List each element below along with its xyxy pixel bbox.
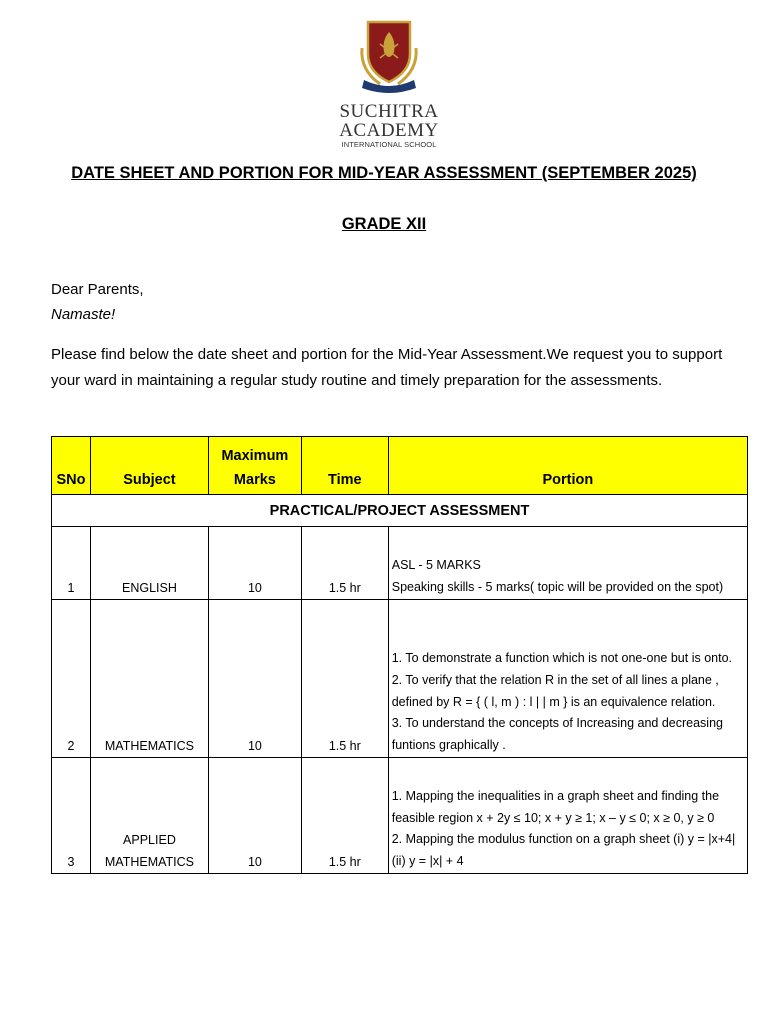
header-max-marks-line1: Maximum <box>221 448 289 464</box>
document-title: DATE SHEET AND PORTION FOR MID-YEAR ASSESSMENT (SEPTEMBER 2025) <box>71 164 697 182</box>
cell-sno: 2 <box>52 600 91 758</box>
header-time: Time <box>301 437 388 495</box>
portion-item: ASL - 5 MARKS <box>391 558 481 573</box>
section-row <box>52 495 748 527</box>
school-crest-icon <box>354 18 424 94</box>
cell-marks: 10 <box>208 600 301 758</box>
portion-item: 1. Mapping the inequalities in a graph sheet and finding the feasible region x + 2y ≤ 10; x + y ≥ 1; x – y ≤ 0; x ≥ 0, y ≥ 0 <box>391 788 720 825</box>
grade-title: GRADE XII <box>341 215 427 233</box>
cell-portion <box>388 527 747 600</box>
cell-subject-line1: APPLIED <box>123 833 176 847</box>
header-portion: Portion <box>388 437 747 495</box>
table-row <box>52 600 748 758</box>
header-max-marks <box>208 437 301 495</box>
logo-name-line1: SUCHITRA <box>339 101 439 122</box>
header-sno: SNo <box>52 437 91 495</box>
table-row <box>52 527 748 600</box>
portion-item: 2. To verify that the relation R in the set of all lines a plane , defined by R = { ( l, m ) : l | | m } is an equivalence relation. <box>391 672 719 709</box>
cell-subject: ENGLISH <box>90 527 208 600</box>
portion-item: Speaking skills - 5 marks( topic will be provided on the spot) <box>391 580 724 595</box>
cell-time: 1.5 hr <box>301 600 388 758</box>
cell-subject: MATHEMATICS <box>90 600 208 758</box>
cell-sno: 1 <box>52 527 91 600</box>
cell-portion <box>388 600 747 758</box>
greeting: Dear Parents, <box>51 281 144 298</box>
header-max-marks-line2: Marks <box>233 472 276 488</box>
school-logo <box>334 18 444 150</box>
cell-time: 1.5 hr <box>301 758 388 874</box>
cell-portion <box>388 758 747 874</box>
table-header-row <box>52 437 748 495</box>
logo-name-line2: ACADEMY <box>339 120 439 141</box>
portion-item: 2. Mapping the modulus function on a graph sheet (i) y = |x+4| (ii) y = |x| + 4 <box>391 832 736 869</box>
cell-subject-line2: MATHEMATICS <box>104 855 195 869</box>
portion-item: 1. To demonstrate a function which is not one-one but is onto. <box>391 651 732 666</box>
cell-sno: 3 <box>52 758 91 874</box>
cell-marks: 10 <box>208 758 301 874</box>
date-sheet-table <box>51 436 748 874</box>
header-subject: Subject <box>90 437 208 495</box>
cell-subject <box>90 758 208 874</box>
table-row <box>52 758 748 874</box>
intro-paragraph: Please find below the date sheet and portion for the Mid-Year Assessment.We request you to support your ward in maintaining a regular study routine and timely preparation for the assessments. <box>51 346 723 389</box>
logo-name-line3: INTERNATIONAL SCHOOL <box>341 140 437 149</box>
salutation: Namaste! <box>51 306 116 323</box>
portion-item: 3. To understand the concepts of Increasing and decreasing funtions graphically . <box>391 716 723 753</box>
section-title: PRACTICAL/PROJECT ASSESSMENT <box>52 495 748 527</box>
cell-marks: 10 <box>208 527 301 600</box>
cell-time: 1.5 hr <box>301 527 388 600</box>
